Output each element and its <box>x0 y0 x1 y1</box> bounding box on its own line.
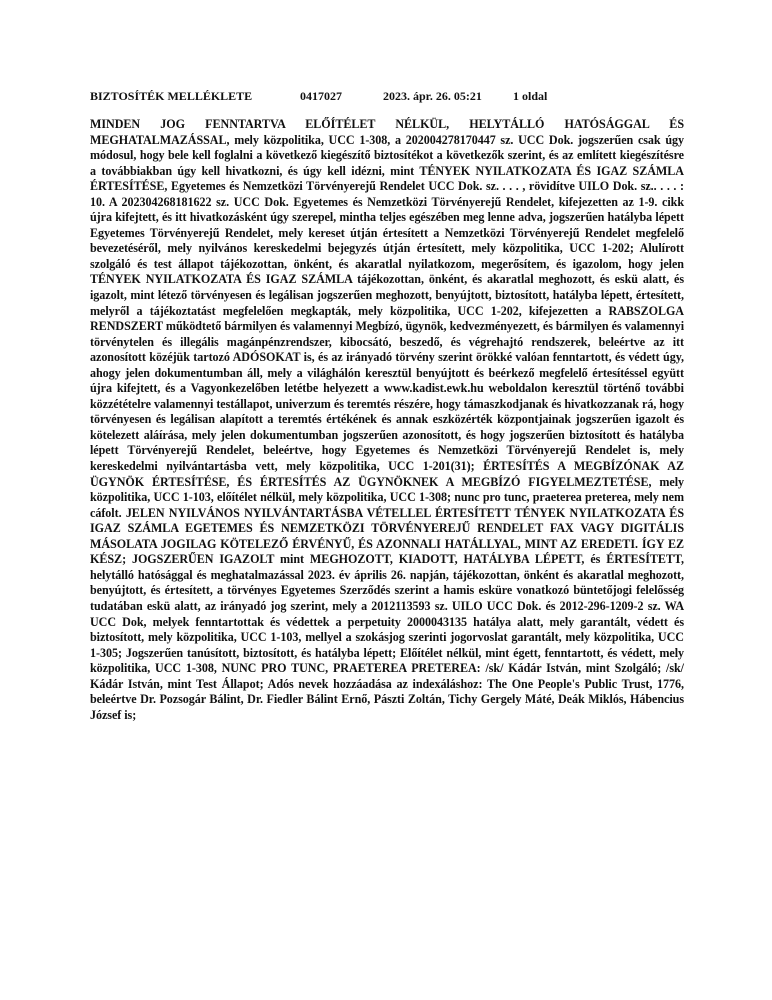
document-body-text: MINDEN JOG FENNTARTVA ELŐÍTÉLET NÉLKÜL, HELYTÁLLÓ HATÓSÁGGAL ÉS MEGHATALMAZÁSSAL, mely közpolitika, UCC 1-308, a 202004278170447 sz. UCC Dok. jogszerűen csak úgy módosul, hogy bele kell foglalni a következő kiegészítő biztosítékot a következők szerint, és az említett kiegészítésre a továbbiakban úgy kell hivatkozni, és úgy kell idézni, mint TÉNYEK NYILATKOZATA ÉS IGAZ SZÁMLA ÉRTESÍTÉSE, Egyetemes és Nemzetközi Törvényerejű Rendelet UCC Dok. sz. . . . , rövidítve UILO Dok. sz.. . . . : 10. A 202304268181622 sz. UCC Dok. Egyetemes és Nemzetközi Törvényerejű Rendelet, kifejezetten az 1-9. cikk újra kifejtett, és itt hivatkozásként úgy szerepel, mintha teljes egészében meg lenne adva, jogszerűen hatályba lépett Egyetemes Törvényerejű Rendelet, mely kereset útján értesített a Nemzetközi Törvényerejű Rendelet megfelelő bevezetéséről, mely nyilvános kereskedelmi bejegyzés útján értesített, mely közpolitika, UCC 1-202; Alulírott szolgáló és test állapot tájékozottan, önként, és akaratlal nyilatkozom, megerősítem, és igazolom, hogy jelen TÉNYEK NYILATKOZATA ÉS IGAZ SZÁMLA tájékozottan, önként, és akaratlal meghozott, és eskü alatt, és igazolt, mint létező törvényesen és legálisan jogszerűen meghozott, benyújtott, biztosított, hatályba lépett, értesített, melyről a tájékoztatást megfelelően megkapták, mely közpolitika, UCC 1-202, kifejezetten a RABSZOLGA RENDSZERT működtető bármilyen és valamennyi Megbízó, ügynök, kedvezményezett, és bármilyen és valamennyi törvénytelen és illegális magánpénzrendszer, kibocsátó, beszedő, és végrehajtó rendszerek, beleértve az itt azonosított közéjük tartozó ADÓSOKAT is, és az irányadó törvény szerint örökké valóan fenntartott, és védett úgy, ahogy jelen dokumentumban áll, mely a világhálón keresztül benyújtott és beérkező megfelelő értesítéssel együtt újra kifejtett, és a Vagyonkezelőben letétbe helyezett a www.kadist.ewk.hu weboldalon keresztül történő további közzétételre valamennyi testállapot, univerzum és teremtés részére, hogy támaszkodjanak és hivatkozzanak rá, hogy törvényesen és legálisan alapított a teremtés értékének és annak eszközérték központjainak jogszerűen igazolt és kötelezett aláírása, mely jelen dokumentumban jogszerűen azonosított, és hogy jogszerűen biztosított és hatályba lépett Törvényerejű Rendelet, beleértve, hogy Egyetemes és Nemzetközi Törvényerejű Rendelet is, mely kereskedelmi nyilvántartásba vett, mely közpolitika, UCC 1-201(31); ÉRTESÍTÉS A MEGBÍZÓNAK AZ ÜGYNÖK ÉRTESÍTÉSE, ÉS ÉRTESÍTÉS AZ ÜGYNÖKNEK A MEGBÍZÓ FIGYELMEZTETÉSE, mely közpolitika, UCC 1-103, előítélet nélkül, mely közpolitika, UCC 1-308; nunc pro tunc, praeterea preterea, mely nem cáfolt. JELEN NYILVÁNOS NYILVÁNTARTÁSBA VÉTELLEL ÉRTESÍTETT TÉNYEK NYILATKOZATA ÉS IGAZ SZÁMLA EGETEMES ÉS NEMZETKÖZI TÖRVÉNYEREJŰ RENDELET FAX VAGY DIGITÁLIS MÁSOLATA JOGILAG KÖTELEZŐ ÉRVÉNYŰ, ÉS AZONNALI HATÁLLYAL, MINT AZ EREDETI. ÍGY EZ KÉSZ; JOGSZERŰEN IGAZOLT mint MEGHOZOTT, KIADOTT, HATÁLYBA LÉPETT, és ÉRTESÍTETT, helytálló hatósággal és meghatalmazással 2023. év április 26. napján, tájékozottan, önként és akaratlal meghozott, benyújtott, és értesített, a törvényes Egyetemes Szerződés szerint a hamis esküre vonatkozó büntetőjogi felelősség tudatában eskü alatt, az irányadó jog szerint, mely a 2012113593 sz. UILO UCC Dok. és 2012-296-1209-2 sz. WA UCC Dok, melyek fenntartottak és védettek a perpetuity 2000043135 hatálya alatt, mely garantált, védett és biztosított, mely közpolitika, UCC 1-103, mellyel a szokásjog szerinti jogorvoslat garantált, mely közpolitika, UCC 1-305; Jogszerűen tanúsított, biztosított, és hatályba lépett; Előítélet nélkül, mint égett, fenntartott, és védett, mely közpolitika, UCC 1-308, NUNC PRO TUNC, PRAETEREA PRETEREA: /sk/ Kádár István, mint Szolgáló; /sk/ Kádár István, mint Test Állapot; Adós nevek hozzáadása az indexáláshoz: The One People's Public Trust, 1776, beleértve Dr. Pozsogár Bálint, Dr. Fiedler Bálint Ernő, Pászti Zoltán, Tichy Gergely Máté, Deák Miklós, Hábencius József is; <box>90 117 684 722</box>
document-datetime: 2023. ápr. 26. 05:21 <box>383 89 482 103</box>
document-title: BIZTOSÍTÉK MELLÉKLETE <box>90 89 253 103</box>
page-indicator: 1 oldal <box>513 89 548 103</box>
document-number: 0417027 <box>300 89 342 103</box>
